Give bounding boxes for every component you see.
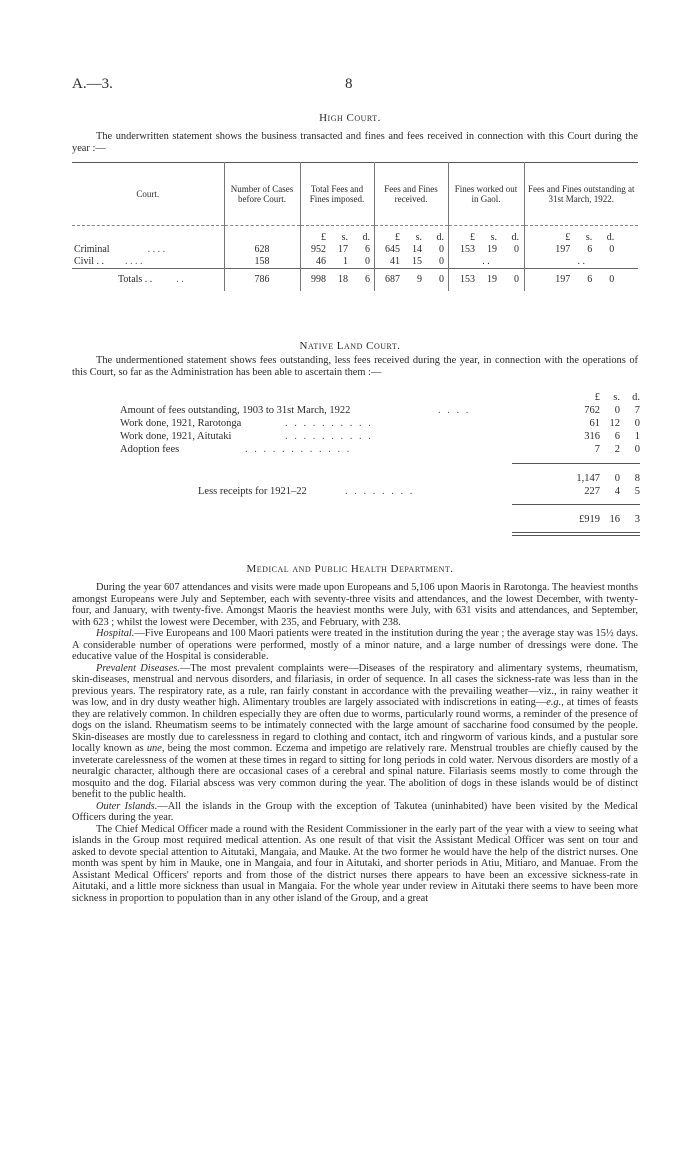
amount-shillings: 4: [614, 486, 620, 497]
amount-pence: 0: [634, 418, 640, 429]
list-item: [120, 431, 640, 443]
medical-body: [72, 582, 638, 904]
item-label: Work done, 1921, Aitutaki: [120, 431, 232, 442]
unit-shillings: s.: [415, 232, 422, 243]
row-court-name: Civil . .: [74, 256, 105, 267]
amount-shillings: 6: [587, 274, 593, 285]
amount-pounds: 153: [460, 274, 475, 285]
paragraph-chief-medical-officer: The Chief Medical Officer made a round with the Resident Commissioner in the early part of the year with a view to seeing what islands in the Group most required medical attention. As one result of that visit the Assistant Medical Officer was sent on tour and asked to devote special attention to Aitutaki, Mangaia, and Mauke. At the two former he would have the help of the district nurses. One month was spent by him in Mauke, one in Mangaia, and four in Aitutaki, and shorter periods in Atiu, Mitiaro, and Manuae. From the Assistant Medical Officers' reports and from those of the district nurses there appears to have been an excessive sickness-rate in Aitutaki, and a little more sickness than usual in Mangaia. For the whole year under review in Aitutaki there seems to have been more sickness in proportion to population than in any other island of the Group, and a great: [72, 823, 638, 904]
amount-shillings: 0: [614, 405, 620, 416]
amount-shillings: 1: [343, 256, 348, 267]
totals-row: [72, 269, 638, 292]
amount-pounds: 762: [584, 405, 600, 416]
amount-pounds: 197: [555, 244, 571, 255]
amount-shillings: 19: [487, 274, 497, 285]
native-land-court-intro: [72, 355, 638, 378]
hospital-text: —Five Europeans and 100 Maori patients were treated in the institution during the year ; the average stay was 15½ days. A considerable number of operations were performed, mostly of a minor nature, and a large number of dressings were done. The educative value of the Hospital is considerable.: [72, 628, 638, 662]
amount-pence: 6: [365, 244, 370, 255]
subtotal-row: [120, 473, 640, 485]
amount-pence: 0: [609, 274, 615, 285]
prevalent-diseases-subheading: Prevalent Diseases.: [96, 662, 180, 674]
amount-pounds: 687: [385, 274, 400, 285]
amount-shillings: 18: [338, 274, 348, 285]
high-court-heading: High Court.: [319, 112, 381, 124]
amount-shillings: 12: [609, 418, 620, 429]
amount-pence: 0: [634, 444, 640, 455]
amount-pounds: 61: [589, 418, 600, 429]
amount-pounds: 153: [460, 244, 475, 255]
amount-shillings: 9: [417, 274, 422, 285]
table-row: [72, 244, 638, 256]
unit-pounds: £: [470, 232, 475, 243]
units-row: [72, 226, 638, 245]
amount-pence: 0: [365, 256, 370, 267]
col-header-outstanding: Fees and Fines outstanding at 31st March, 1922.: [524, 163, 638, 226]
prevalent-diseases-text: , at times of feasts they are relatively common. In children especially they are often due to worms, particularly round worms, a reminder of the presence of dogs on the island. Rheumatism seems to be intimately connected with the large amount of saccharine food consumed by the people. Skin-diseases are mostly due to carelessness in regard to clothing and contact, itch and ringworm of various kinds, and a pustular sore locally known as: [72, 697, 638, 754]
high-court-intro-text: The underwritten statement shows the business transacted and fines and fees received in connection with this Court during the year :—: [72, 131, 638, 154]
prevalent-diseases-text: —The most prevalent complaints were—Diseases of the respiratory and alimentary systems, rheumatism, skin-diseases, menstrual and nervous disorders, and filariasis, in order of sequence. In all cases the sickness-rate was less than in the previous years. The respiratory rate, as a rule, ran fairly constant in accordance with the prevailing weather—viz., in rainy weather it was low, and in dry dusty weather high. Alimentary troubles are largely associated with indiscretions in eating—: [72, 662, 638, 708]
prevalent-diseases-eg: e.g.: [546, 697, 562, 708]
amount-pence: 0: [439, 244, 444, 255]
amount-shillings: 6: [587, 244, 593, 255]
unit-shillings: s.: [585, 232, 593, 243]
amount-pounds: 645: [385, 244, 400, 255]
amount-pounds: 41: [390, 256, 400, 267]
high-court-table: [72, 162, 638, 291]
net-total-row: [120, 514, 640, 526]
subtotal-rule: [512, 463, 640, 464]
amount-shillings: 15: [412, 256, 422, 267]
high-court-intro: [72, 131, 638, 154]
prevalent-diseases-une: une: [146, 743, 162, 754]
unit-pence: d.: [606, 232, 615, 243]
amount-pence: 0: [514, 274, 519, 285]
leader-dots: . . . . . . . . . . . .: [245, 444, 352, 455]
amount-shillings: 14: [412, 244, 422, 255]
page-number: 8: [345, 76, 353, 92]
paragraph-attendances: During the year 607 attendances and visits were made upon Europeans and 5,106 upon Maoris in Rarotonga. The heaviest months amongst Europeans were July and September, each with seventy-three visits and attendances, and the lowest December, with twenty-four, and January, with twenty-five. Amongst Maoris the heaviest months were July, with 631 visits and attendances, and September, with 623 ; whilst the lowest were December, with 235, and February, with 238.: [72, 582, 638, 628]
unit-pounds: £: [565, 232, 571, 243]
leader-dots: . . . .: [147, 244, 166, 255]
table-row: [72, 256, 638, 269]
double-rule-top: [512, 532, 640, 533]
amount-pence: 8: [634, 473, 640, 484]
amount-shillings: 0: [614, 473, 620, 484]
amount-pounds: 1,147: [576, 473, 600, 484]
prevalent-diseases-text: , being the most common. Eczema and impetigo are relatively rare. Menstrual troubles are chiefly caused by the inveterate carelessness of the women at these times in regard to sitting for long periods in cold water. Nervous disorders are mostly of a neuralgic character, although there are occasional cases of a cerebral and spinal nature. Filariasis seems mostly to come through the mosquito and the dog. Filarial abscess was very common during the year. The abolition of dogs in these islands would be of distinct benefit to the public health.: [72, 743, 638, 800]
amount-pounds: £919: [579, 514, 600, 525]
list-item: [120, 418, 640, 430]
item-label: Work done, 1921, Rarotonga: [120, 418, 242, 429]
blank-amount: . .: [448, 256, 524, 269]
amount-shillings: 19: [487, 244, 497, 255]
amount-pence: 5: [634, 486, 640, 497]
row-cases: 158: [224, 256, 300, 269]
amount-pence: 0: [439, 274, 444, 285]
document-reference: A.—3.: [72, 76, 113, 92]
unit-pence: d.: [632, 392, 640, 403]
amount-pence: 1: [634, 431, 640, 442]
medical-heading: Medical and Public Health Department.: [246, 563, 454, 575]
amount-pence: 0: [514, 244, 519, 255]
native-land-court-intro-text: The undermentioned statement shows fees outstanding, less fees received during the year, in connection with the operations of this Court, so far as the Administration has been able to ascertain them :—: [72, 355, 638, 378]
leader-dots: . . . .: [125, 256, 143, 267]
col-header-court: Court.: [136, 189, 160, 199]
unit-pence: d.: [511, 232, 519, 243]
col-header-cases: Number of Cases before Court.: [224, 163, 300, 226]
col-header-fees-received: Fees and Fines received.: [374, 163, 448, 226]
amount-pounds: 952: [311, 244, 326, 255]
row-cases: 628: [224, 244, 300, 256]
unit-shillings: s.: [341, 232, 348, 243]
double-rule-bottom: [512, 535, 640, 536]
outer-islands-subheading: Outer Islands.: [96, 800, 158, 812]
row-court-name: Criminal: [74, 244, 110, 255]
hospital-subheading: Hospital.: [96, 628, 135, 639]
amount-pounds: 197: [555, 274, 571, 285]
amount-pence: 0: [609, 244, 615, 255]
unit-pounds: £: [594, 392, 600, 403]
leader-dots: . . . . . . . . . .: [285, 418, 373, 429]
blank-amount: . .: [524, 256, 638, 269]
amount-pence: 7: [634, 405, 640, 416]
paragraph-hospital: [72, 628, 638, 663]
units-row: [120, 392, 640, 404]
paragraph-outer-islands: [72, 801, 638, 824]
col-header-total-fees: Total Fees and Fines imposed.: [300, 163, 374, 226]
native-land-court-heading: Native Land Court.: [299, 340, 401, 352]
net-rule: [512, 504, 640, 505]
totals-cases: 786: [224, 269, 300, 292]
leader-dots: . . . . . . . . . .: [285, 431, 373, 442]
unit-pounds: £: [395, 232, 400, 243]
totals-label: Totals . .: [118, 274, 153, 285]
amount-pounds: 7: [594, 444, 600, 455]
unit-pence: d.: [436, 232, 444, 243]
amount-pounds: 46: [316, 256, 326, 267]
unit-pounds: £: [321, 232, 326, 243]
list-item: [120, 405, 640, 417]
amount-pence: 3: [634, 514, 640, 525]
leader-dots: . . . . . . . .: [345, 486, 415, 497]
amount-shillings: 16: [609, 514, 620, 525]
col-header-fines-gaol: Fines worked out in Gaol.: [448, 163, 524, 226]
amount-pounds: 998: [311, 274, 326, 285]
leader-dots: . . . .: [438, 405, 471, 416]
item-label: Amount of fees outstanding, 1903 to 31st March, 1922: [120, 405, 351, 416]
less-receipts-label: Less receipts for 1921–22: [198, 486, 307, 497]
unit-pence: d.: [362, 232, 370, 243]
amount-pounds: 227: [584, 486, 600, 497]
unit-shillings: s.: [613, 392, 620, 403]
outer-islands-text: —All the islands in the Group with the exception of Takutea (uninhabited) have been visited by the Medical Officers during the year.: [72, 800, 638, 823]
less-receipts-row: [120, 486, 640, 498]
amount-shillings: 2: [614, 444, 620, 455]
amount-pence: 0: [439, 256, 444, 267]
list-item: [120, 444, 640, 456]
amount-shillings: 6: [614, 431, 620, 442]
leader-dots: . .: [176, 274, 184, 285]
paragraph-prevalent-diseases: [72, 663, 638, 801]
amount-pence: 6: [365, 274, 370, 285]
amount-pounds: 316: [584, 431, 600, 442]
unit-shillings: s.: [490, 232, 497, 243]
item-label: Adoption fees: [120, 444, 180, 455]
amount-shillings: 17: [338, 244, 348, 255]
